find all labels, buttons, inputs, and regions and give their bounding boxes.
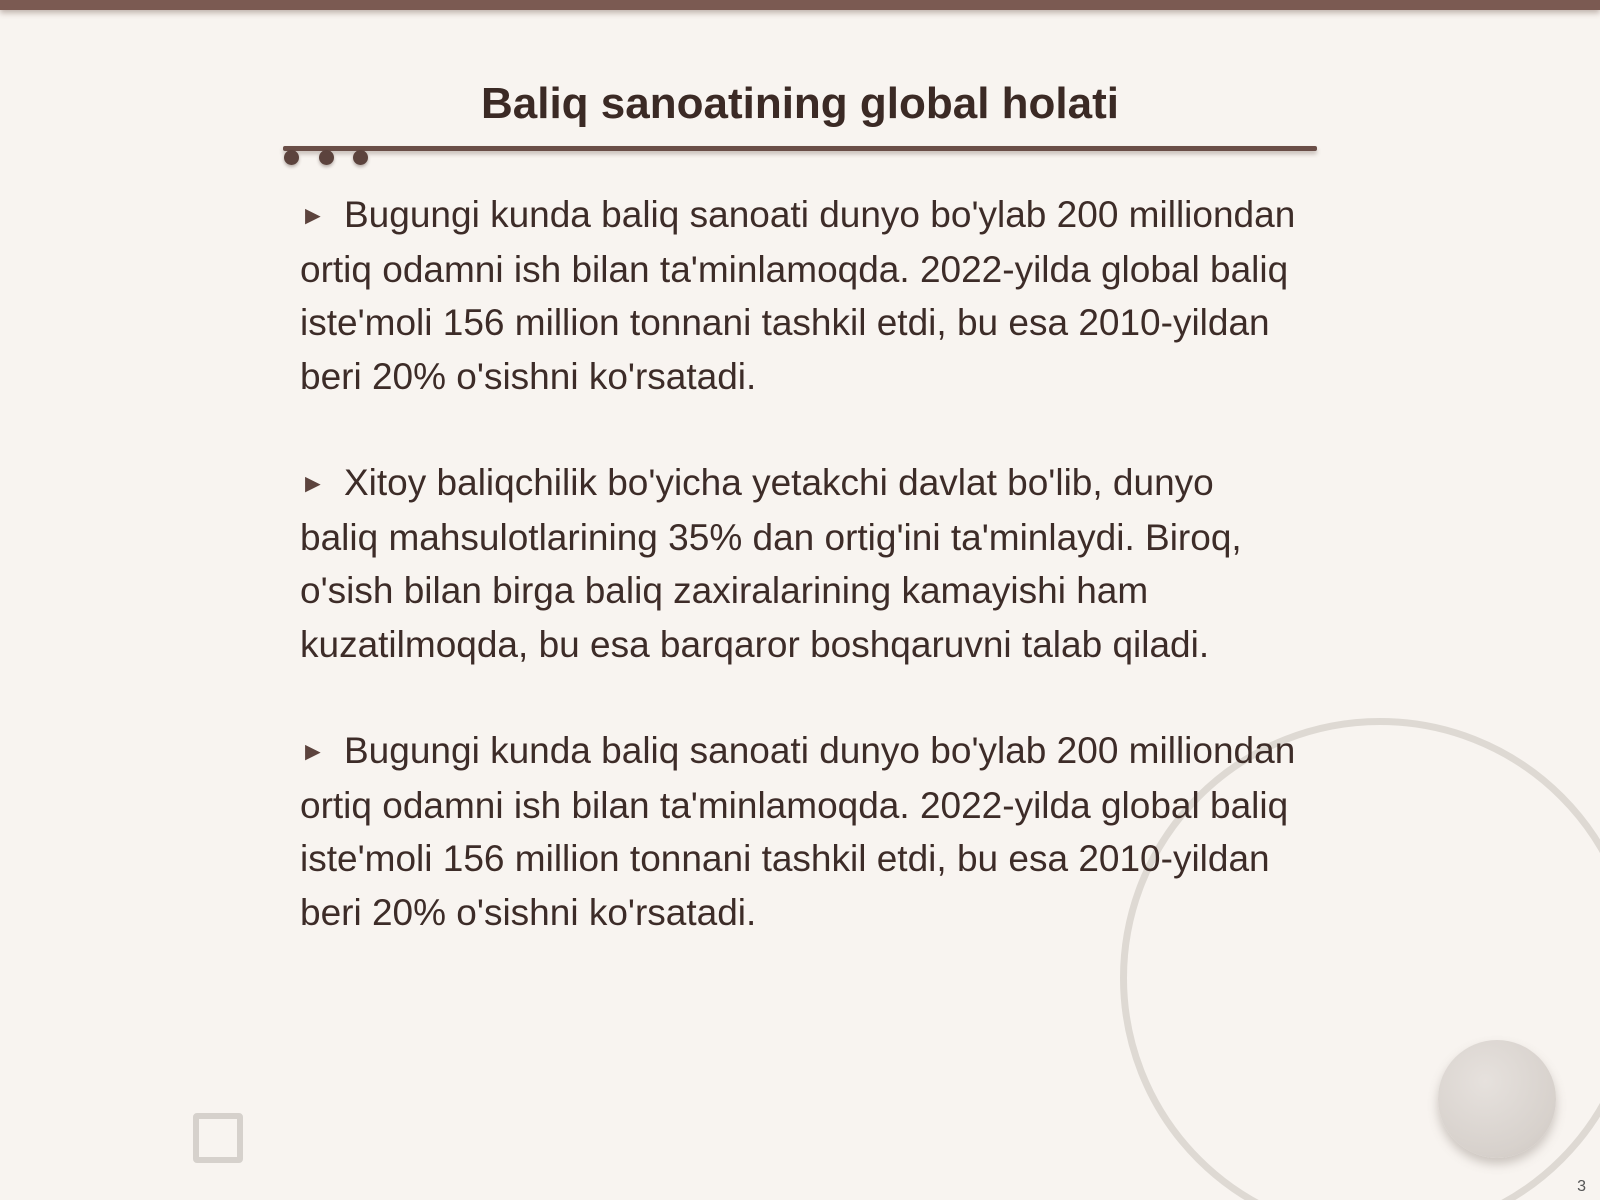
slide-title: Baliq sanoatining global holati [480,79,1120,128]
paragraph-text: Xitoy baliqchilik bo'yicha yetakchi davlat bo'lib, dunyo baliq mahsulotlarining 35% dan ortig'ini ta'minlaydi. Biroq, o'sish bilan birga baliq zaxiralarining kamayishi ham kuzatilmoqda, bu esa barqaror boshqaruvni talab qiladi. [300,462,1242,665]
bullet-paragraph [300,724,1300,939]
bullet-paragraph [300,188,1300,403]
paragraph-text: Bugungi kunda baliq sanoati dunyo bo'ylab 200 milliondan ortiq odamni ish bilan ta'minlamoqda. 2022-yilda global baliq iste'moli 156 million tonnani tashkil etdi, bu esa 2010-yildan beri 20% o'sishni ko'rsatadi. [300,194,1296,397]
decor-disc [1438,1040,1556,1158]
decor-dot [353,150,368,165]
bullet-arrow-icon: ► [300,468,326,498]
decor-square [193,1113,243,1163]
paragraph-text: Bugungi kunda baliq sanoati dunyo bo'ylab 200 milliondan ortiq odamni ish bilan ta'minlamoqda. 2022-yilda global baliq iste'moli 156 million tonnani tashkil etdi, bu esa 2010-yildan beri 20% o'sishni ko'rsatadi. [300,730,1296,933]
bullet-paragraph [300,456,1300,671]
top-accent-bar [0,0,1600,10]
bullet-arrow-icon: ► [300,200,326,230]
decor-dot [319,150,334,165]
slide-body [300,188,1300,939]
bullet-arrow-icon: ► [300,736,326,766]
decor-dot [284,150,299,165]
page-number: 3 [1577,1178,1586,1195]
title-underline [283,146,1317,151]
